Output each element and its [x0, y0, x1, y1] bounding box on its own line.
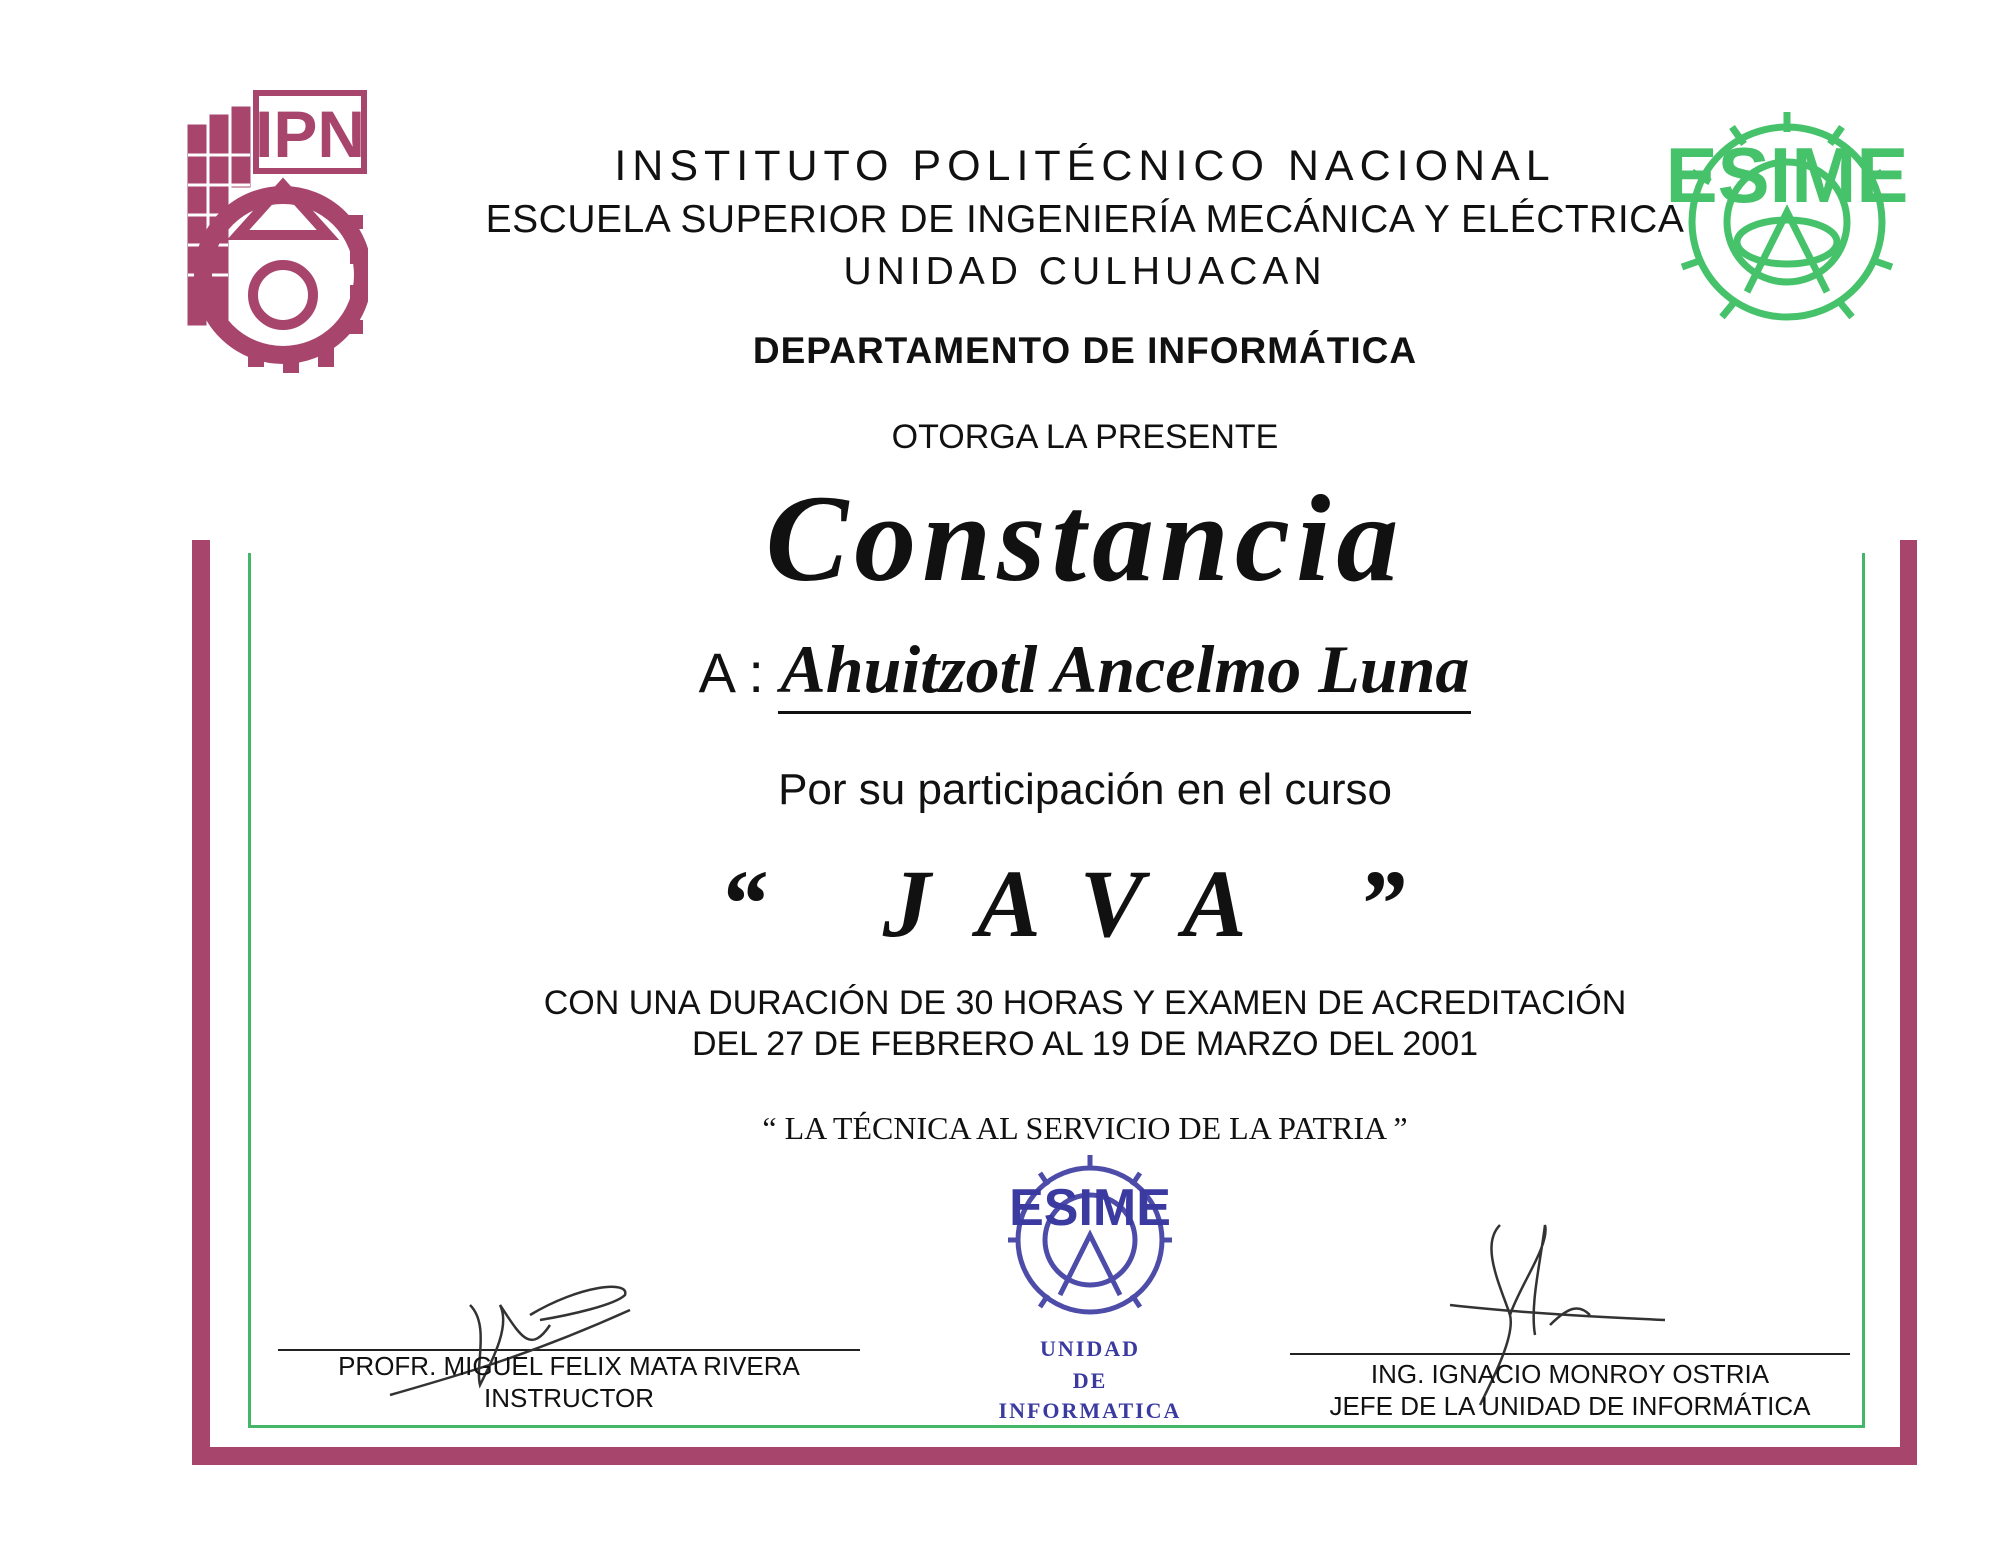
frame-right-bar	[1900, 540, 1917, 1465]
svg-text:IPN: IPN	[254, 97, 366, 171]
recipient-row	[440, 630, 1730, 709]
frame-inner-right-line	[1862, 553, 1865, 1428]
school-name: ESCUELA SUPERIOR DE INGENIERÍA MECÁNICA Y ELÉCTRICA	[485, 198, 1685, 241]
stamp-line-3: INFORMATICA	[998, 1398, 1182, 1423]
frame-inner-left-line	[248, 553, 251, 1428]
department-name: DEPARTAMENTO DE INFORMÁTICA	[752, 330, 1418, 371]
course-intro: Por su participación en el curso	[778, 765, 1392, 814]
duration-line-1: CON UNA DURACIÓN DE 30 HORAS Y EXAMEN DE ACREDITACIÓN	[543, 984, 1627, 1022]
stamp-logo-text: ESIME	[1009, 1179, 1171, 1237]
course-title	[440, 848, 1730, 959]
motto: “ LA TÉCNICA AL SERVICIO DE LA PATRIA ”	[762, 1110, 1408, 1146]
department-head-role: JEFE DE LA UNIDAD DE INFORMÁTICA	[1329, 1391, 1811, 1421]
course-close-quote: ”	[1357, 850, 1452, 957]
certificate-title: Constancia	[765, 470, 1405, 607]
esime-logo-text: ESIME	[1665, 131, 1909, 219]
recipient-name: Ahuitzotl Ancelmo Luna	[778, 631, 1471, 714]
duration-line-2: DEL 27 DE FEBRERO AL 19 DE MARZO DEL 2001	[691, 1025, 1479, 1063]
instructor-role: INSTRUCTOR	[484, 1383, 654, 1413]
course-open-quote: “	[718, 850, 813, 957]
intro-text: OTORGA LA PRESENTE	[891, 418, 1279, 456]
department-head-name: ING. IGNACIO MONROY OSTRIA	[1370, 1359, 1770, 1389]
frame-bottom-bar	[192, 1447, 1917, 1465]
instructor-name: PROFR. MIGUEL FELIX MATA RIVERA	[338, 1351, 800, 1381]
ipn-logo	[168, 85, 368, 375]
stamp-line-1: UNIDAD	[1040, 1336, 1140, 1361]
unit-name: UNIDAD CULHUACAN	[843, 250, 1327, 293]
course-name: JAVA	[882, 850, 1288, 957]
frame-inner-bottom-line	[248, 1425, 1865, 1428]
stamp-line-2: DE	[1072, 1368, 1108, 1393]
recipient-prefix: A :	[698, 641, 764, 704]
institution-name: INSTITUTO POLITÉCNICO NACIONAL	[614, 142, 1556, 190]
frame-left-bar	[192, 540, 210, 1465]
esime-stamp	[990, 1145, 1190, 1330]
